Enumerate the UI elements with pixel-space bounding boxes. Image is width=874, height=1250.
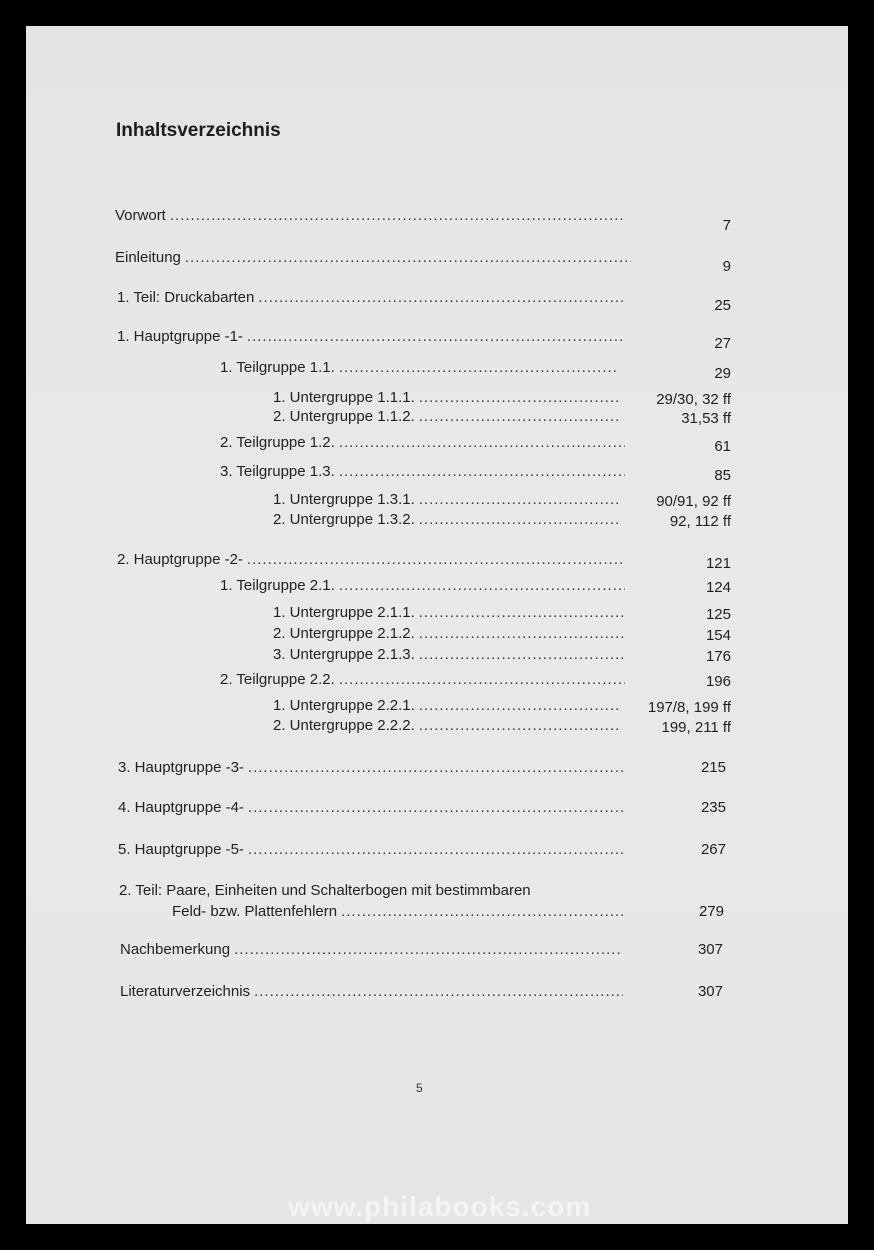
toc-entry-untergruppe-2-1-3 xyxy=(273,645,731,665)
toc-page-number: 279 xyxy=(698,903,724,920)
toc-entry-hauptgruppe-1 xyxy=(117,327,731,352)
toc-entry-teil-2 xyxy=(172,902,724,922)
toc-entry-hauptgruppe-4 xyxy=(118,798,726,818)
toc-page-number: 7 xyxy=(722,217,731,234)
toc-leader-dots xyxy=(419,696,621,716)
toc-leader-dots xyxy=(419,510,621,530)
toc-label: 3. Teilgruppe 1.3. xyxy=(220,463,335,480)
toc-label: 1. Teil: Druckabarten xyxy=(117,289,255,306)
toc-page-number: 124 xyxy=(705,579,731,596)
toc-entry-teil-1 xyxy=(117,288,731,314)
toc-label: 1. Untergruppe 1.3.1. xyxy=(273,491,415,508)
toc-page-number: 307 xyxy=(697,983,723,1000)
toc-label: 1. Untergruppe 2.2.1. xyxy=(273,697,415,714)
toc-entry-hauptgruppe-5 xyxy=(118,840,726,860)
toc-label: Vorwort xyxy=(115,207,166,224)
toc-entry-nachbemerkung xyxy=(120,940,723,960)
toc-entry-untergruppe-2-2-1 xyxy=(273,696,731,716)
toc-leader-dots xyxy=(419,388,621,408)
toc-leader-dots xyxy=(339,433,625,453)
toc-leader-dots xyxy=(339,670,625,690)
toc-label: 5. Hauptgruppe -5- xyxy=(118,841,244,858)
page-number: 5 xyxy=(416,1081,423,1095)
toc-leader-dots xyxy=(419,645,625,665)
toc-entry-teilgruppe-2-1 xyxy=(220,576,731,596)
toc-page-number: 154 xyxy=(705,627,731,644)
toc-entry-untergruppe-2-2-2 xyxy=(273,716,731,736)
toc-label: 2. Untergruppe 1.1.2. xyxy=(273,408,415,425)
toc-leader-dots xyxy=(339,576,625,596)
toc-label: 1. Teilgruppe 2.1. xyxy=(220,577,335,594)
toc-leader-dots xyxy=(419,716,621,736)
toc-entry-untergruppe-1-1-1 xyxy=(273,388,731,408)
toc-page-number: 267 xyxy=(700,841,726,858)
toc-label: 1. Untergruppe 2.1.1. xyxy=(273,604,415,621)
toc-page-number: 235 xyxy=(700,799,726,816)
toc-entry-teilgruppe-1-2 xyxy=(220,433,731,453)
toc-entry-teilgruppe-2-2 xyxy=(220,670,731,690)
toc-leader-dots xyxy=(419,407,621,427)
toc-page-number: 92, 112 ff xyxy=(669,513,731,530)
toc-leader-dots xyxy=(247,327,625,347)
toc-page-number: 61 xyxy=(714,438,731,455)
toc-label: 3. Untergruppe 2.1.3. xyxy=(273,646,415,663)
toc-label: 2. Hauptgruppe -2- xyxy=(117,551,243,568)
toc-entry-untergruppe-2-1-1 xyxy=(273,603,731,623)
watermark: www.philabooks.com xyxy=(288,1191,592,1222)
toc-page-number: 196 xyxy=(705,673,731,690)
toc-page-number: 176 xyxy=(705,648,731,665)
toc-label: 2. Untergruppe 1.3.2. xyxy=(273,511,415,528)
toc-label: Literaturverzeichnis xyxy=(120,983,251,1000)
toc-page-number: 25 xyxy=(714,297,731,314)
toc-leader-dots xyxy=(419,624,625,644)
toc-part2-heading: 2. Teil: Paare, Einheiten und Schalterbogen mit bestimmbaren xyxy=(119,882,531,899)
toc-entry-untergruppe-1-3-2 xyxy=(273,510,731,530)
toc-leader-dots xyxy=(419,603,625,623)
toc-label: 1. Untergruppe 1.1.1. xyxy=(273,389,415,406)
toc-page-number: 90/91, 92 ff xyxy=(656,493,731,510)
toc-leader-dots xyxy=(185,248,631,268)
toc-label: 4. Hauptgruppe -4- xyxy=(118,799,244,816)
toc-leader-dots xyxy=(170,206,625,226)
toc-leader-dots xyxy=(419,490,621,510)
toc-label: Einleitung xyxy=(115,249,181,266)
toc-leader-dots xyxy=(234,940,623,960)
toc-label: 2. Teilgruppe 1.2. xyxy=(220,434,335,451)
toc-entry-hauptgruppe-3 xyxy=(118,758,726,778)
toc-label: Nachbemerkung xyxy=(120,941,231,958)
toc-page-number: 121 xyxy=(705,555,731,572)
toc-label: 1. Teilgruppe 1.1. xyxy=(220,359,335,376)
toc-label: 2. Untergruppe 2.1.2. xyxy=(273,625,415,642)
toc-label: Feld- bzw. Plattenfehlern xyxy=(172,903,338,920)
toc-label: 1. Hauptgruppe -1- xyxy=(117,328,243,345)
toc-leader-dots xyxy=(341,902,624,922)
toc-page-number: 215 xyxy=(700,759,726,776)
toc-page-number: 29 xyxy=(714,365,731,382)
toc-page-number: 85 xyxy=(714,467,731,484)
toc-entry-vorwort xyxy=(115,206,731,234)
toc-leader-dots xyxy=(248,798,626,818)
toc-leader-dots xyxy=(247,550,625,570)
page-title: Inhaltsverzeichnis xyxy=(116,120,281,141)
toc-page-number: 197/8, 199 ff xyxy=(647,699,731,716)
toc-page-number: 31,53 ff xyxy=(681,410,731,427)
toc-page-number: 29/30, 32 ff xyxy=(656,391,731,408)
toc-page-number: 27 xyxy=(714,335,731,352)
toc-page-number: 307 xyxy=(697,941,723,958)
toc-page-number: 9 xyxy=(722,258,731,275)
toc-entry-hauptgruppe-2 xyxy=(117,550,731,570)
toc-entry-teilgruppe-1-1 xyxy=(220,358,731,382)
toc-leader-dots xyxy=(258,288,625,308)
toc-entry-untergruppe-1-3-1 xyxy=(273,490,731,510)
toc-leader-dots xyxy=(339,462,625,482)
toc-label: 2. Untergruppe 2.2.2. xyxy=(273,717,415,734)
toc-leader-dots xyxy=(248,840,626,860)
toc-entry-untergruppe-2-1-2 xyxy=(273,624,731,644)
toc-entry-untergruppe-1-1-2 xyxy=(273,407,731,427)
toc-entry-teilgruppe-1-3 xyxy=(220,462,731,482)
toc-leader-dots xyxy=(254,982,623,1002)
document-page xyxy=(26,26,848,1224)
toc-leader-dots xyxy=(248,758,626,778)
toc-leader-dots xyxy=(339,358,619,378)
toc-label: 2. Teilgruppe 2.2. xyxy=(220,671,335,688)
toc-entry-einleitung xyxy=(115,248,731,275)
toc-entry-literaturverzeichnis xyxy=(120,982,723,1002)
toc-label: 3. Hauptgruppe -3- xyxy=(118,759,244,776)
toc-page-number: 199, 211 ff xyxy=(661,719,731,736)
toc-page-number: 125 xyxy=(705,606,731,623)
